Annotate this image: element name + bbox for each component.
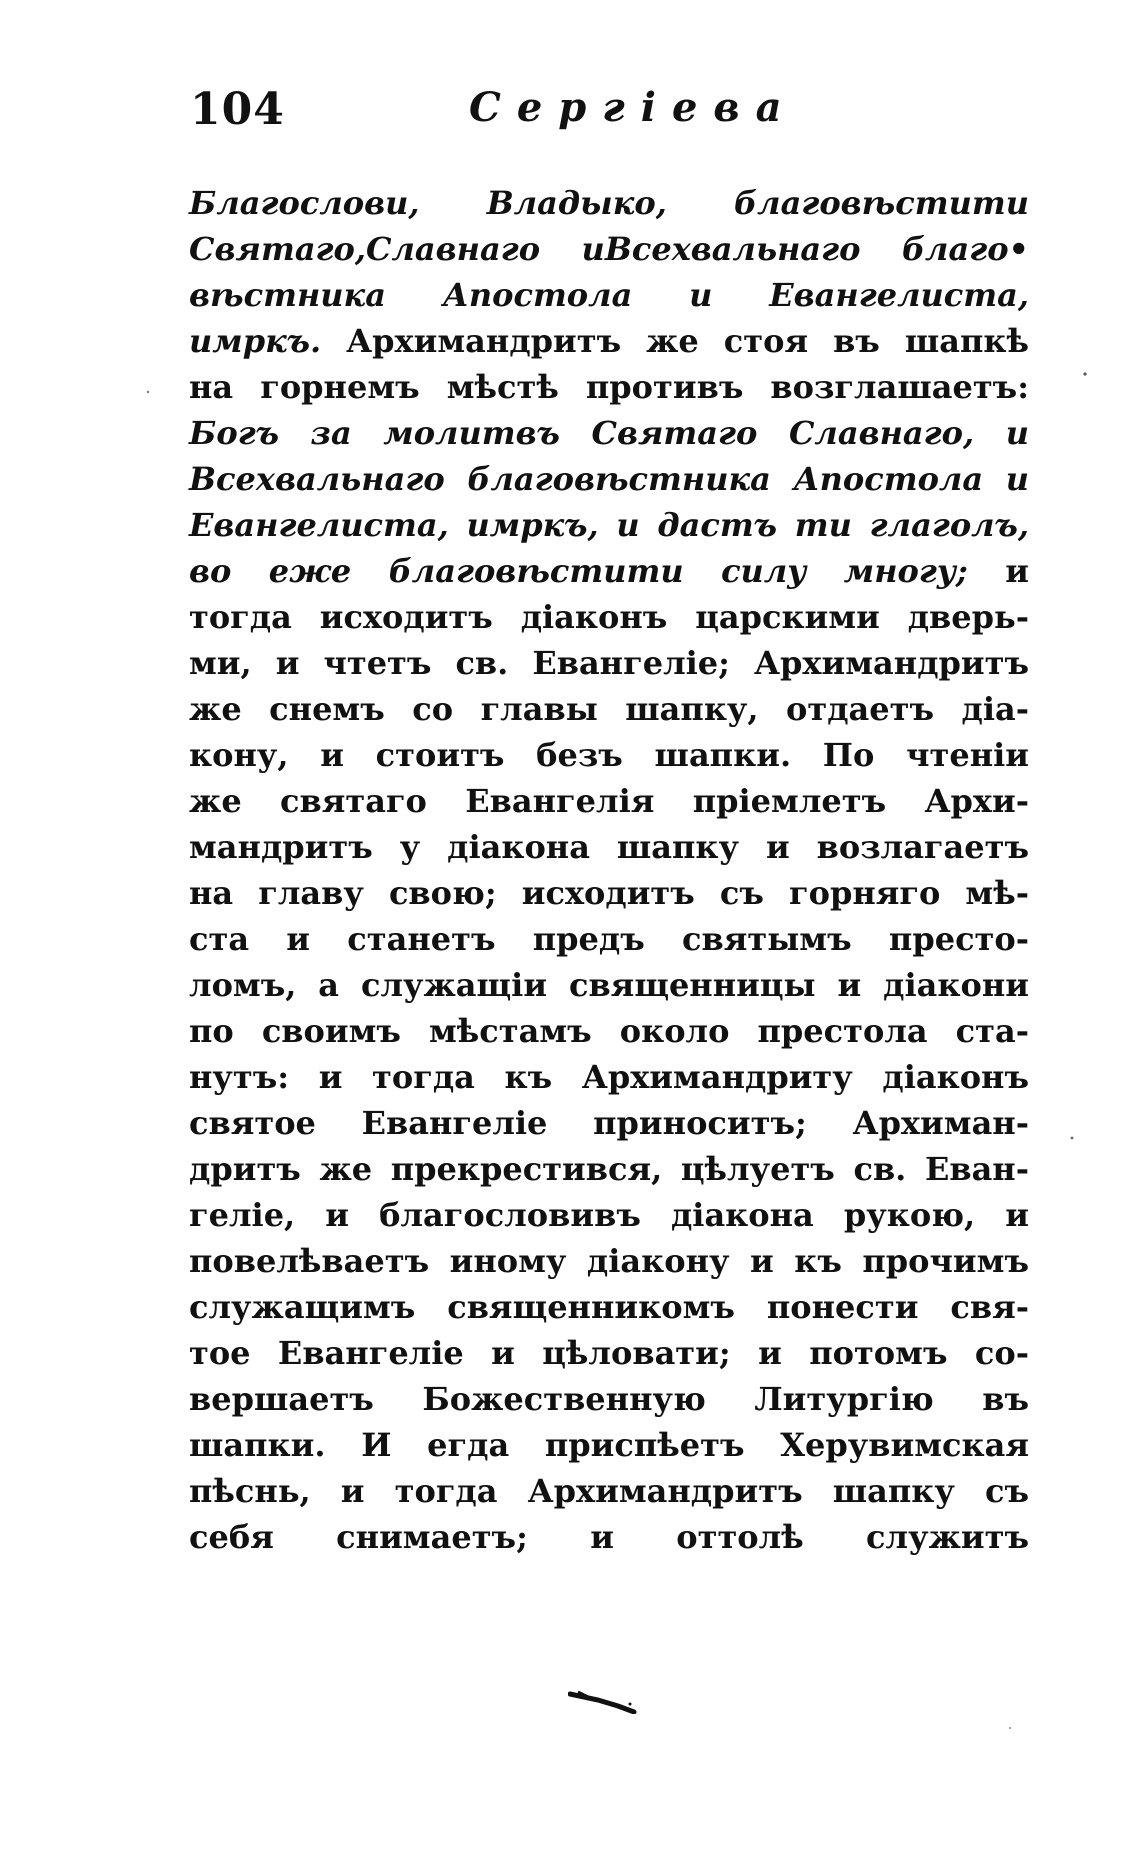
text-line: тогда исходитъ діаконъ царскими дверь- bbox=[189, 598, 1029, 636]
body-text bbox=[189, 180, 1029, 1560]
text-line: тое Евангеліе и цѣловати; и потомъ со- bbox=[189, 1334, 1029, 1372]
text-line bbox=[189, 318, 1029, 364]
text-line: мандритъ у діакона шапку и возлагаетъ bbox=[189, 828, 1029, 866]
text-line: шапки. И егда приспѣетъ Херувимская bbox=[189, 1426, 1029, 1464]
italic-run: во еже благовѣстити силу многу; bbox=[189, 552, 968, 590]
text-line: вѣстника Апостола и Евангелиста, bbox=[189, 276, 1029, 314]
text-line: себя снимаетъ; и оттолѣ служитъ bbox=[189, 1518, 1029, 1556]
text-line: Евангелиста, имркъ, и дастъ ти глаголъ, bbox=[189, 506, 1029, 544]
text-line: по своимъ мѣстамъ около престола ста- bbox=[189, 1012, 1029, 1050]
running-head: Сергіева bbox=[469, 84, 798, 131]
page-number: 104 bbox=[190, 84, 285, 135]
text-line: Богъ за молитвъ Святаго Славнаго, и bbox=[189, 414, 1029, 452]
text-line: дритъ же прекрестився, цѣлуетъ св. Еван- bbox=[189, 1150, 1029, 1188]
text-line: геліе, и благословивъ діакона рукою, и bbox=[189, 1196, 1029, 1234]
text-line: Всехвальнаго благовѣстника Апостола и bbox=[189, 460, 1029, 498]
text-line: ста и станетъ предъ святымъ престо- bbox=[189, 920, 1029, 958]
text-line: ми, и чтетъ св. Евангеліе; Архимандритъ bbox=[189, 644, 1029, 682]
text-line: повелѣваетъ иному діакону и къ прочимъ bbox=[189, 1242, 1029, 1280]
text-line: же снемъ со главы шапку, отдаетъ діа- bbox=[189, 690, 1029, 728]
text-line: Святаго,Славнаго иВсехвальнаго благо• bbox=[189, 230, 1029, 268]
page-header bbox=[186, 84, 1036, 144]
text-line: кону, и стоитъ безъ шапки. По чтеніи bbox=[189, 736, 1029, 774]
text-line: на горнемъ мѣстѣ противъ возглашаетъ: bbox=[189, 368, 1029, 406]
text-line bbox=[189, 548, 1029, 594]
text-line: Благослови, Владыко, благовѣстити bbox=[189, 184, 1029, 222]
text-line: служащимъ священникомъ понести свя- bbox=[189, 1288, 1029, 1326]
ink-flourish bbox=[568, 1690, 638, 1714]
roman-run: и bbox=[967, 552, 1030, 590]
text-line: нутъ: и тогда къ Архимандриту діаконъ bbox=[189, 1058, 1029, 1096]
text-line: же святаго Евангелія пріемлетъ Архи- bbox=[189, 782, 1029, 820]
roman-run: Архимандритъ же стоя въ шапкѣ bbox=[321, 322, 1029, 360]
text-line: ломъ, а служащіи священницы и діакони bbox=[189, 966, 1029, 1004]
text-line: святое Евангеліе приноситъ; Архиман- bbox=[189, 1104, 1029, 1142]
italic-run: имркъ. bbox=[189, 322, 322, 360]
text-line: на главу свою; исходитъ съ горняго мѣ- bbox=[189, 874, 1029, 912]
text-line: вершаетъ Божественную Литургію въ bbox=[189, 1380, 1029, 1418]
text-line: пѣснь, и тогда Архимандритъ шапку съ bbox=[189, 1472, 1029, 1510]
